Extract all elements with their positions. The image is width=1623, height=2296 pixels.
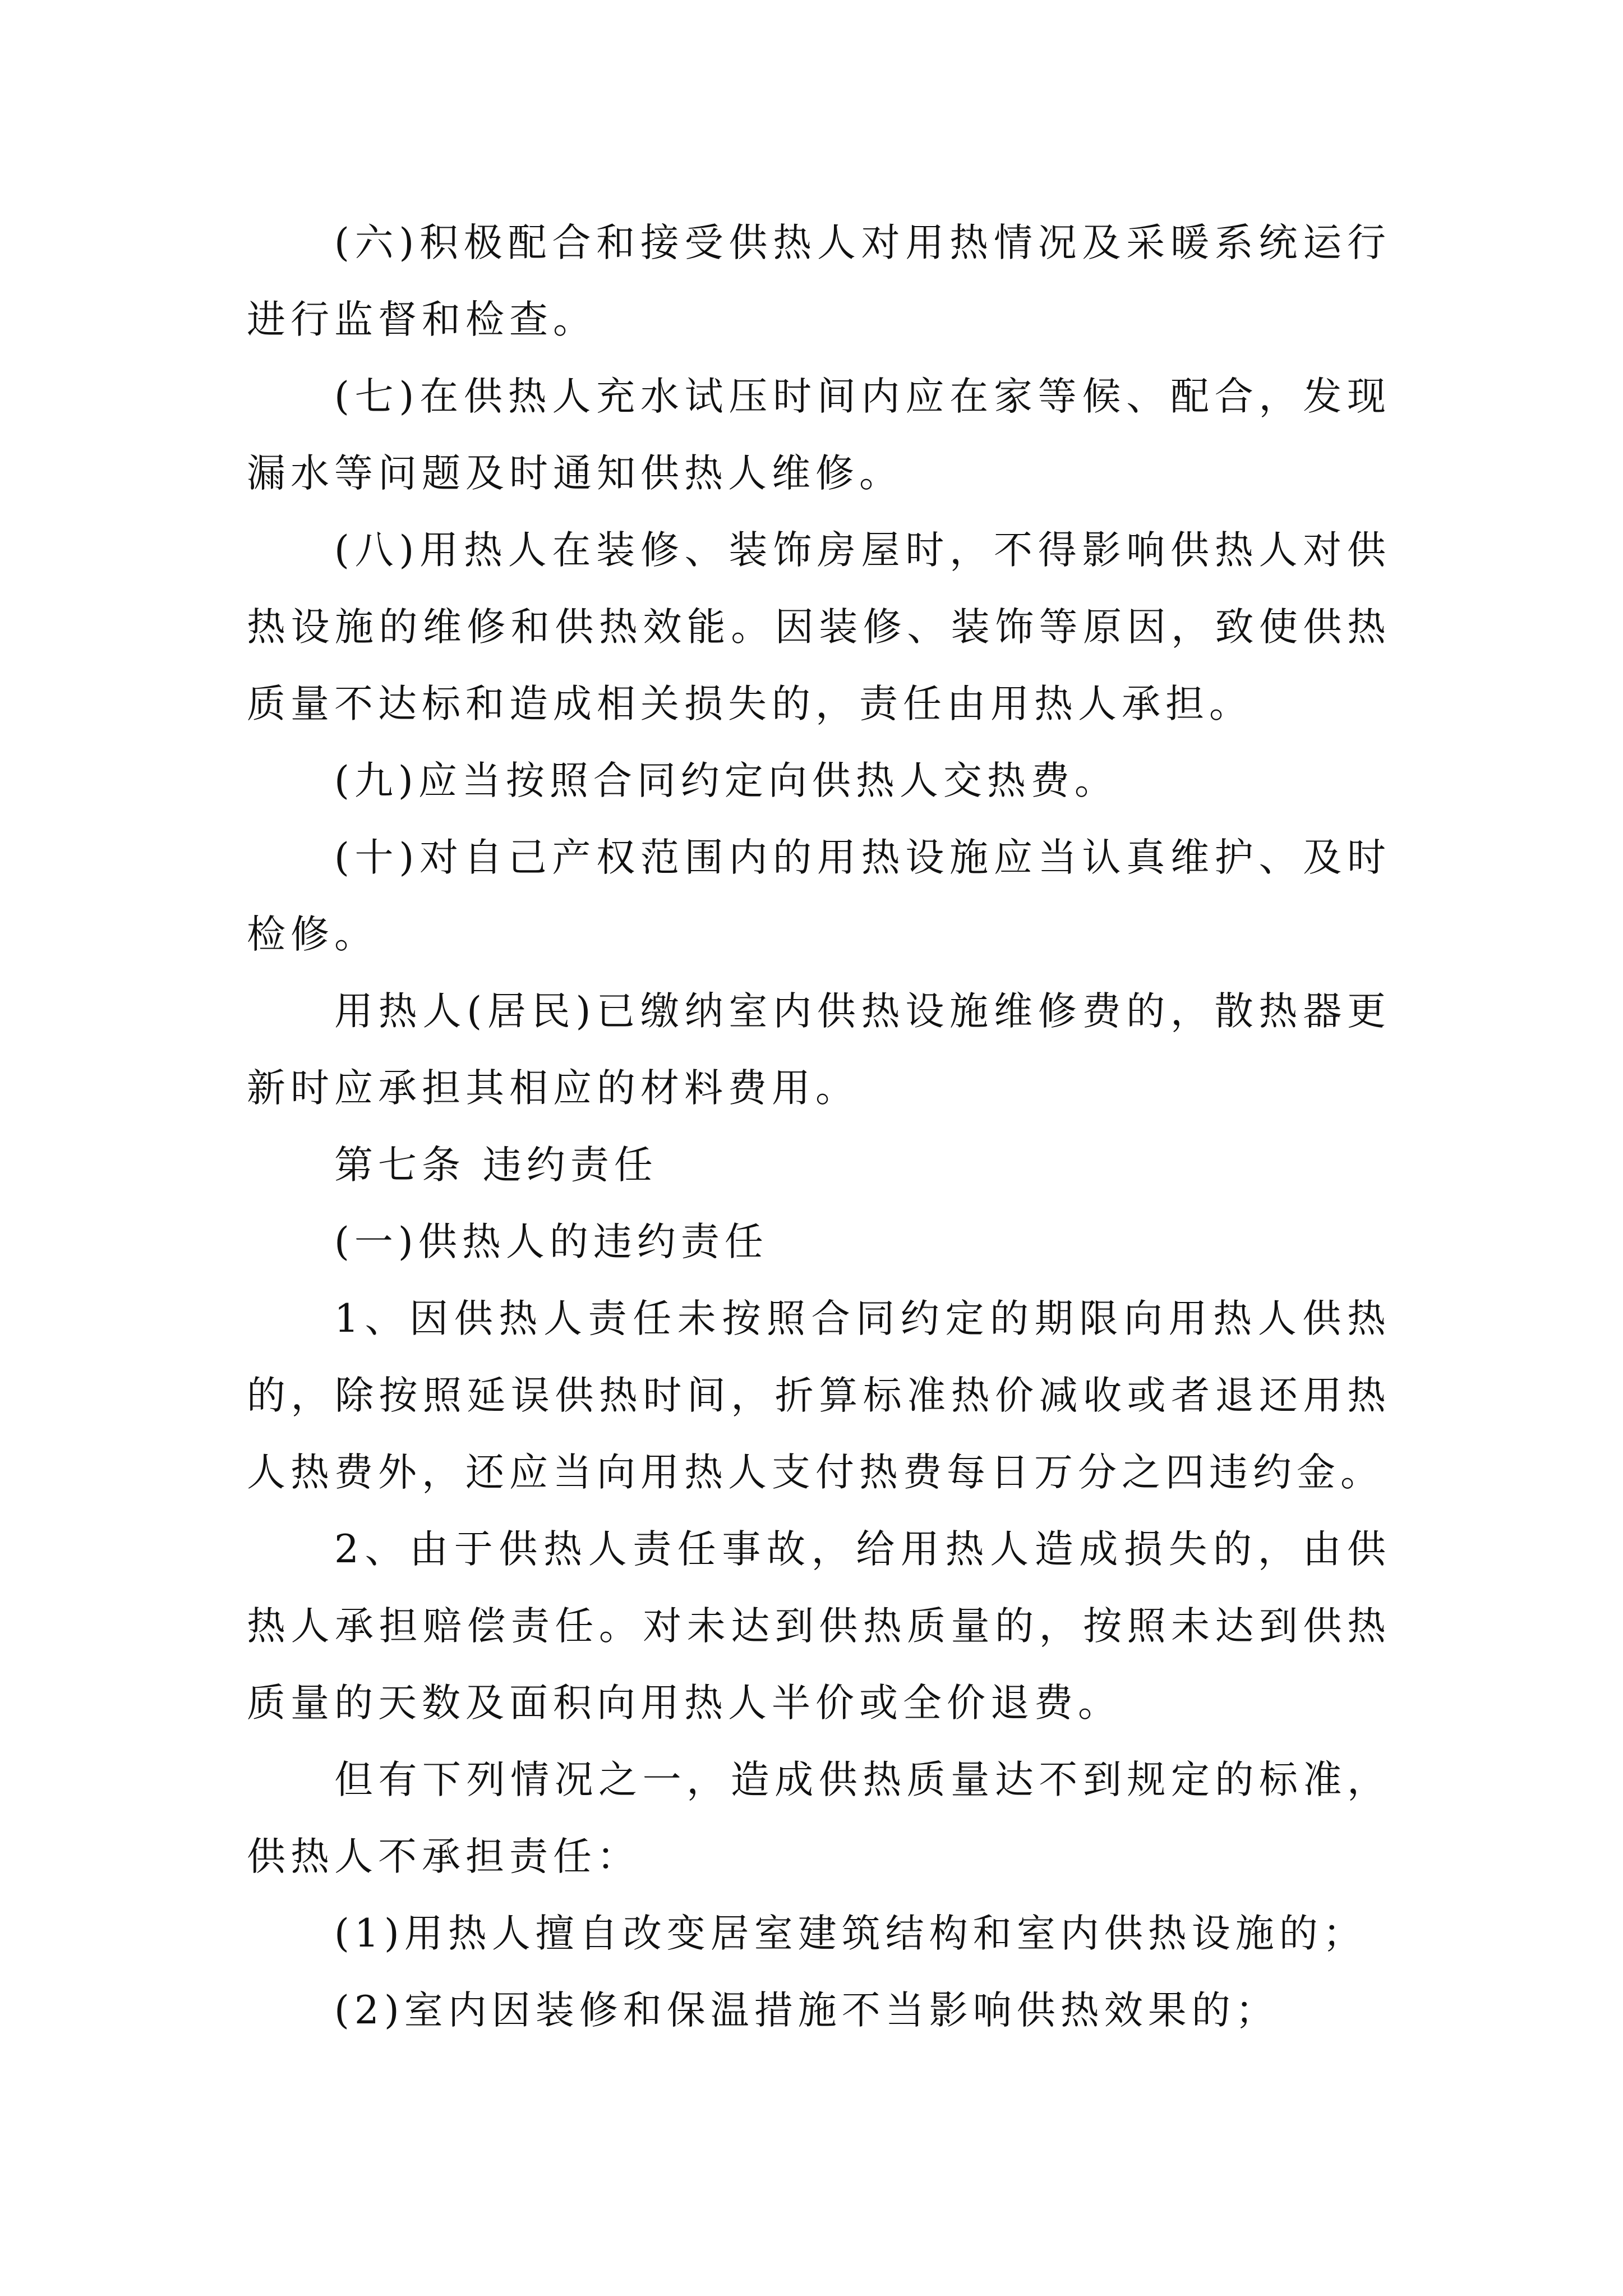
exception-item-1: (1)用热人擅自改变居室建筑结构和室内供热设施的； — [334, 1911, 1367, 1956]
paragraph-item-6: (六)积极配合和接受供热人对用热情况及采暖系统运行进行监督和检查。 — [247, 220, 1391, 342]
paragraph-material-cost: 用热人(居民)已缴纳室内供热设施维修费的，散热器更新时应承担其相应的材料费用。 — [247, 989, 1391, 1111]
paragraph-item-10: (十)对自己产权范围内的用热设施应当认真维护、及时检修。 — [247, 835, 1391, 957]
paragraph-exceptions-intro: 但有下列情况之一，造成供热质量达不到规定的标准，供热人不承担责任： — [247, 1757, 1391, 1879]
paragraph-clause-1: 1、因供热人责任未按照合同约定的期限向用热人供热的，除按照延误供热时间，折算标准热价减收或者退还用热人热费外，还应当向用热人支付热费每日万分之四违约金。 — [247, 1296, 1391, 1495]
paragraph-clause-2: 2、由于供热人责任事故，给用热人造成损失的，由供热人承担赔偿责任。对未达到供热质量的，按照未达到供热质量的天数及面积向用热人半价或全价退费。 — [247, 1527, 1391, 1726]
document-body — [247, 205, 1391, 2049]
paragraph-item-8: (八)用热人在装修、装饰房屋时，不得影响供热人对供热设施的维修和供热效能。因装修、装饰等原因，致使供热质量不达标和造成相关损失的，责任由用热人承担。 — [247, 528, 1391, 726]
exception-item-2: (2)室内因装修和保温措施不当影响供热效果的； — [334, 1988, 1279, 2033]
article-seven-heading: 第七条 违约责任 — [334, 1143, 658, 1188]
paragraph-item-9: (九)应当按照合同约定向供热人交热费。 — [334, 758, 1118, 803]
paragraph-item-7: (七)在供热人充水试压时间内应在家等候、配合，发现漏水等问题及时通知供热人维修。 — [247, 374, 1391, 496]
section-heading-supplier-liability: (一)供热人的违约责任 — [334, 1220, 768, 1264]
